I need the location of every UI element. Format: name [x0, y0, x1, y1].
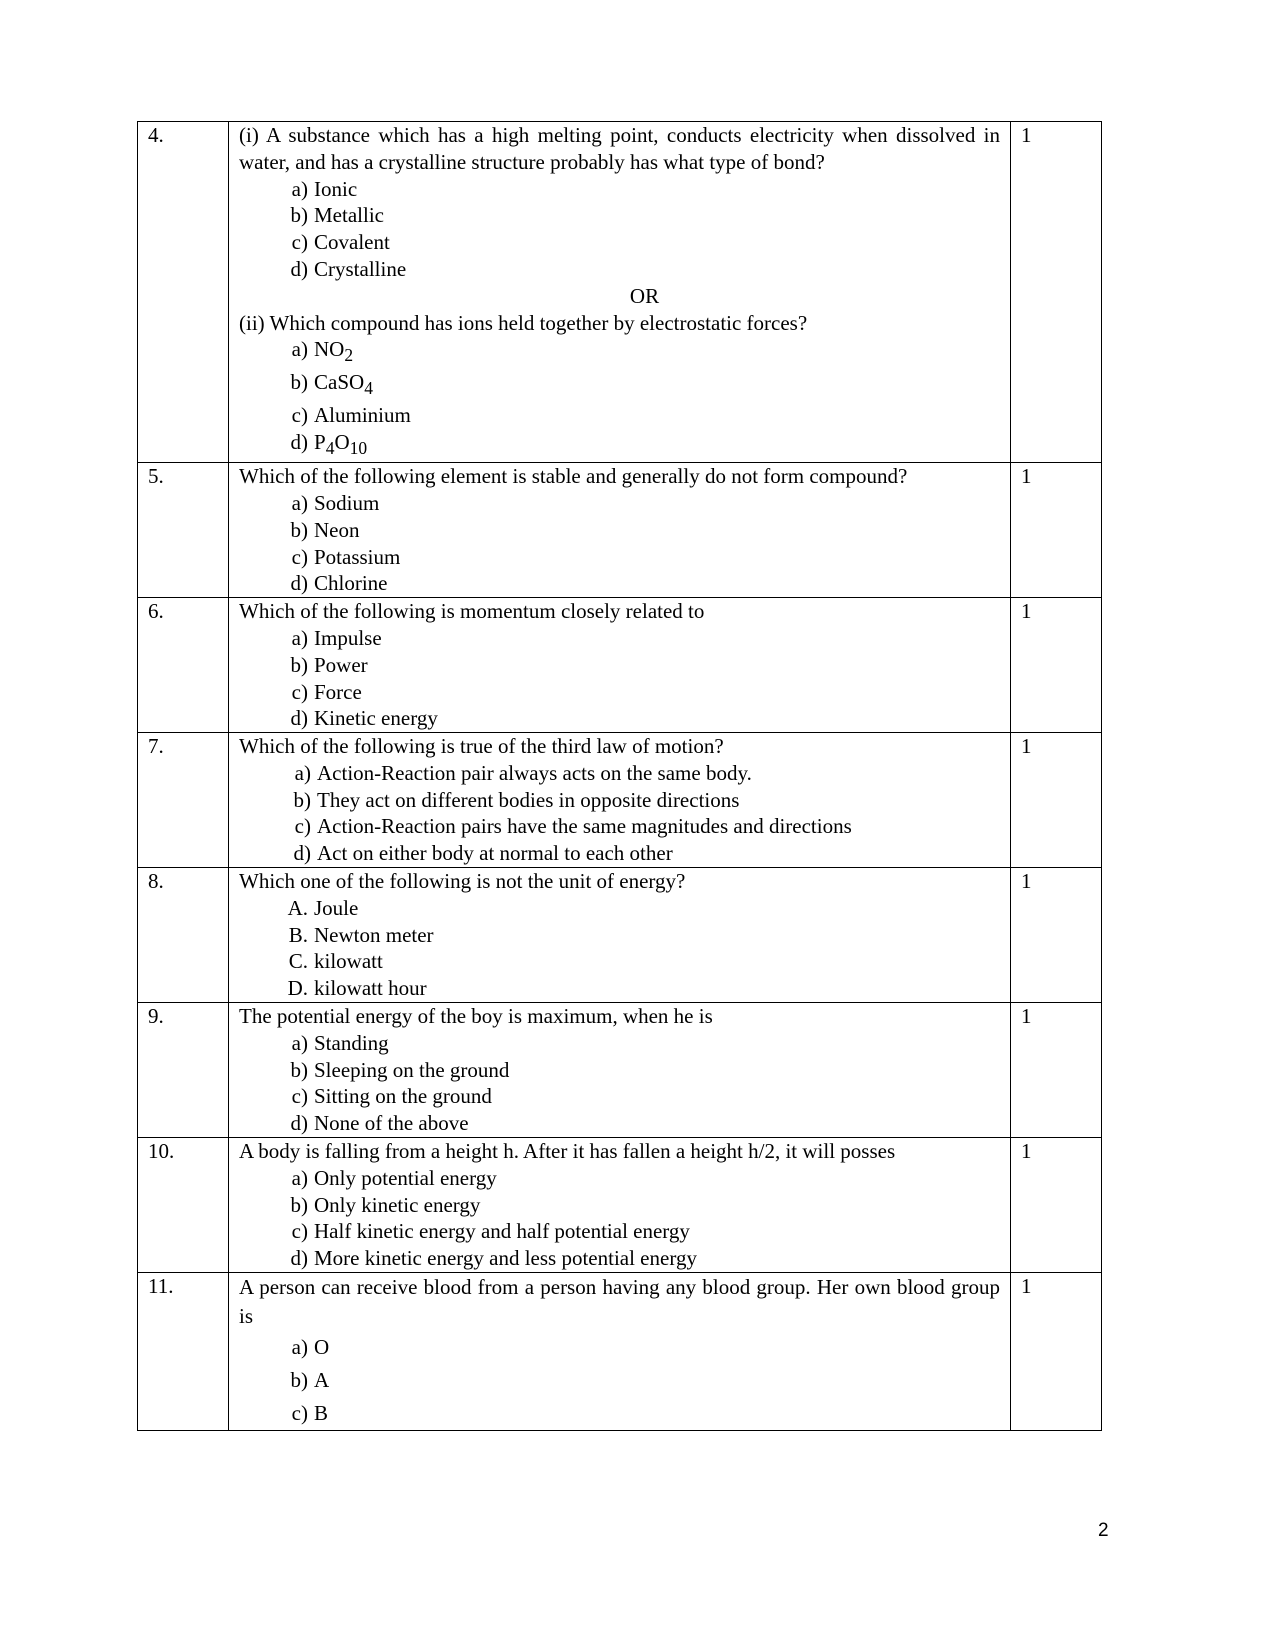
option-text: Neon	[314, 517, 360, 542]
option-list	[239, 1331, 1000, 1430]
option-list	[239, 336, 1000, 462]
option-label: d)	[290, 1246, 308, 1271]
question-marks: 1	[1011, 733, 1102, 868]
option-item	[239, 975, 1000, 1002]
question-row	[138, 733, 1102, 868]
option-item	[239, 840, 1000, 867]
question-number: 10.	[138, 1138, 229, 1273]
option-text: kilowatt hour	[314, 976, 427, 1001]
option-item	[239, 1057, 1000, 1084]
option-text: A	[314, 1368, 330, 1393]
option-item	[239, 625, 1000, 652]
option-list	[239, 895, 1000, 1002]
option-label: a)	[291, 490, 308, 515]
question-row	[138, 1003, 1102, 1138]
option-label: b)	[290, 203, 308, 228]
question-table	[137, 121, 1102, 1431]
option-text: More kinetic energy and less potential energy	[314, 1246, 697, 1271]
question-marks: 1	[1011, 1273, 1102, 1431]
question-text: Which one of the following is not the unit of energy?	[239, 869, 686, 894]
option-item	[239, 402, 1000, 429]
option-label: b)	[290, 1057, 308, 1082]
option-subscript: 4	[364, 378, 373, 399]
question-text: (i) A substance which has a high melting point, conducts electricity when dissolved in water, and has a crystalline structure probably has what type of bond?	[239, 123, 1000, 174]
option-list	[239, 625, 1000, 732]
option-item	[239, 705, 1000, 732]
question-row	[138, 122, 1102, 463]
page-number: 2	[1098, 1520, 1109, 1541]
option-list	[239, 176, 1000, 283]
option-text: Sitting on the ground	[314, 1084, 492, 1109]
option-label: c)	[291, 1084, 308, 1109]
option-item	[239, 922, 1000, 949]
question-marks: 1	[1011, 463, 1102, 598]
option-text: O	[314, 1335, 330, 1360]
option-text: Force	[314, 679, 362, 704]
option-subscript: 2	[344, 345, 354, 366]
option-label: c)	[291, 403, 308, 428]
option-item	[239, 336, 1000, 369]
option-label: c)	[291, 230, 308, 255]
option-text: P	[314, 430, 326, 455]
option-list	[239, 1165, 1000, 1272]
option-text: Chlorine	[314, 571, 388, 596]
option-label: d)	[290, 430, 308, 455]
option-item	[239, 1245, 1000, 1272]
option-item	[239, 760, 1000, 787]
option-item	[239, 176, 1000, 203]
option-item	[239, 1192, 1000, 1219]
option-label: d)	[290, 1111, 308, 1136]
option-item	[239, 1331, 1000, 1364]
option-label: c)	[294, 814, 311, 839]
option-label: a)	[291, 625, 308, 650]
option-text: Aluminium	[314, 403, 411, 428]
question-text: The potential energy of the boy is maximum, when he is	[239, 1004, 713, 1029]
option-label: A.	[287, 895, 308, 920]
option-label: d)	[290, 256, 308, 281]
option-label: a)	[291, 1165, 308, 1190]
option-label: d)	[293, 841, 311, 866]
option-item	[239, 517, 1000, 544]
question-cell	[229, 598, 1011, 733]
option-label: b)	[290, 652, 308, 677]
option-item	[239, 813, 1000, 840]
option-item	[239, 895, 1000, 922]
option-item	[239, 1165, 1000, 1192]
option-text: Half kinetic energy and half potential energy	[314, 1219, 690, 1244]
option-text: Ionic	[314, 176, 358, 201]
option-label: d)	[290, 706, 308, 731]
option-text: Standing	[314, 1030, 389, 1055]
option-item	[239, 1083, 1000, 1110]
option-text: Potassium	[314, 544, 401, 569]
option-label: c)	[291, 544, 308, 569]
question-text: Which of the following is momentum closely related to	[239, 599, 705, 624]
option-label: a)	[294, 760, 311, 785]
question-number: 8.	[138, 868, 229, 1003]
option-subscript: 4	[325, 438, 335, 459]
question-cell	[229, 122, 1011, 463]
option-item	[239, 948, 1000, 975]
question-row	[138, 1138, 1102, 1273]
option-item	[239, 544, 1000, 571]
question-text: Which of the following element is stable and generally do not form compound?	[239, 464, 908, 489]
option-label: b)	[293, 787, 311, 812]
option-text: Covalent	[314, 230, 390, 255]
option-item	[239, 202, 1000, 229]
option-text: Newton meter	[314, 922, 434, 947]
option-item	[239, 429, 1000, 462]
option-text: Crystalline	[314, 256, 407, 281]
option-item	[239, 570, 1000, 597]
option-label: B.	[288, 922, 308, 947]
question-marks: 1	[1011, 122, 1102, 463]
option-label: a)	[291, 1335, 308, 1360]
option-label: c)	[291, 1401, 308, 1426]
question-row	[138, 868, 1102, 1003]
option-text: Metallic	[314, 203, 384, 228]
option-list	[239, 490, 1000, 597]
option-text: Only kinetic energy	[314, 1192, 481, 1217]
question-cell	[229, 463, 1011, 598]
option-text: CaSO	[314, 370, 365, 395]
option-item	[239, 1030, 1000, 1057]
option-item	[239, 1364, 1000, 1397]
question-number: 5.	[138, 463, 229, 598]
option-text: Action-Reaction pair always acts on the same body.	[317, 760, 752, 785]
option-text: Act on either body at normal to each other	[317, 841, 673, 866]
option-text: Sleeping on the ground	[314, 1057, 510, 1082]
question-cell	[229, 868, 1011, 1003]
question-marks: 1	[1011, 1003, 1102, 1138]
option-item	[239, 1110, 1000, 1137]
option-item	[239, 787, 1000, 814]
question-marks: 1	[1011, 598, 1102, 733]
option-label: b)	[290, 1368, 308, 1393]
option-list	[239, 1030, 1000, 1137]
question-rows	[138, 122, 1102, 1431]
question-marks: 1	[1011, 1138, 1102, 1273]
option-item	[239, 1397, 1000, 1430]
question-row	[138, 598, 1102, 733]
option-text: Power	[314, 652, 368, 677]
option-text: Kinetic energy	[314, 706, 438, 731]
option-label: b)	[290, 370, 308, 395]
question-number: 7.	[138, 733, 229, 868]
option-label: c)	[291, 1219, 308, 1244]
option-item	[239, 256, 1000, 283]
question-number: 9.	[138, 1003, 229, 1138]
option-text-2: O	[334, 430, 350, 455]
option-label: C.	[288, 949, 308, 974]
question-text: Which of the following is true of the third law of motion?	[239, 734, 724, 759]
option-label: c)	[291, 679, 308, 704]
option-item	[239, 229, 1000, 256]
question-cell	[229, 1003, 1011, 1138]
option-list	[239, 760, 1000, 867]
option-label: D.	[287, 976, 308, 1001]
option-text: B	[314, 1401, 329, 1426]
question-number: 11.	[138, 1273, 229, 1431]
option-label: a)	[291, 176, 308, 201]
option-text: Impulse	[314, 625, 382, 650]
question-text: A person can receive blood from a person having any blood group. Her own blood group is	[239, 1275, 1000, 1329]
option-label: b)	[290, 517, 308, 542]
option-text: Action-Reaction pairs have the same magnitudes and directions	[317, 814, 852, 839]
question-cell	[229, 1273, 1011, 1431]
option-subscript-2: 10	[349, 438, 368, 459]
option-label: d)	[290, 571, 308, 596]
option-item	[239, 490, 1000, 517]
question-marks: 1	[1011, 868, 1102, 1003]
option-label: a)	[291, 1030, 308, 1055]
question-row	[138, 1273, 1102, 1431]
option-item	[239, 1218, 1000, 1245]
question-row	[138, 463, 1102, 598]
option-label: a)	[291, 337, 308, 362]
option-text: Joule	[314, 895, 359, 920]
question-number: 6.	[138, 598, 229, 733]
option-text: Sodium	[314, 490, 380, 515]
option-text: None of the above	[314, 1111, 469, 1136]
question-cell	[229, 1138, 1011, 1273]
option-item	[239, 679, 1000, 706]
option-text: kilowatt	[314, 949, 383, 974]
option-item	[239, 652, 1000, 679]
question-number: 4.	[138, 122, 229, 463]
option-text: NO	[314, 337, 345, 362]
question-text-alt: (ii) Which compound has ions held together by electrostatic forces?	[239, 310, 808, 335]
or-separator: OR	[629, 283, 660, 308]
question-cell	[229, 733, 1011, 868]
option-label: b)	[290, 1192, 308, 1217]
option-item	[239, 369, 1000, 402]
option-text: They act on different bodies in opposite directions	[317, 787, 740, 812]
question-text: A body is falling from a height h. After it has fallen a height h/2, it will posses	[239, 1139, 896, 1164]
option-text: Only potential energy	[314, 1165, 497, 1190]
